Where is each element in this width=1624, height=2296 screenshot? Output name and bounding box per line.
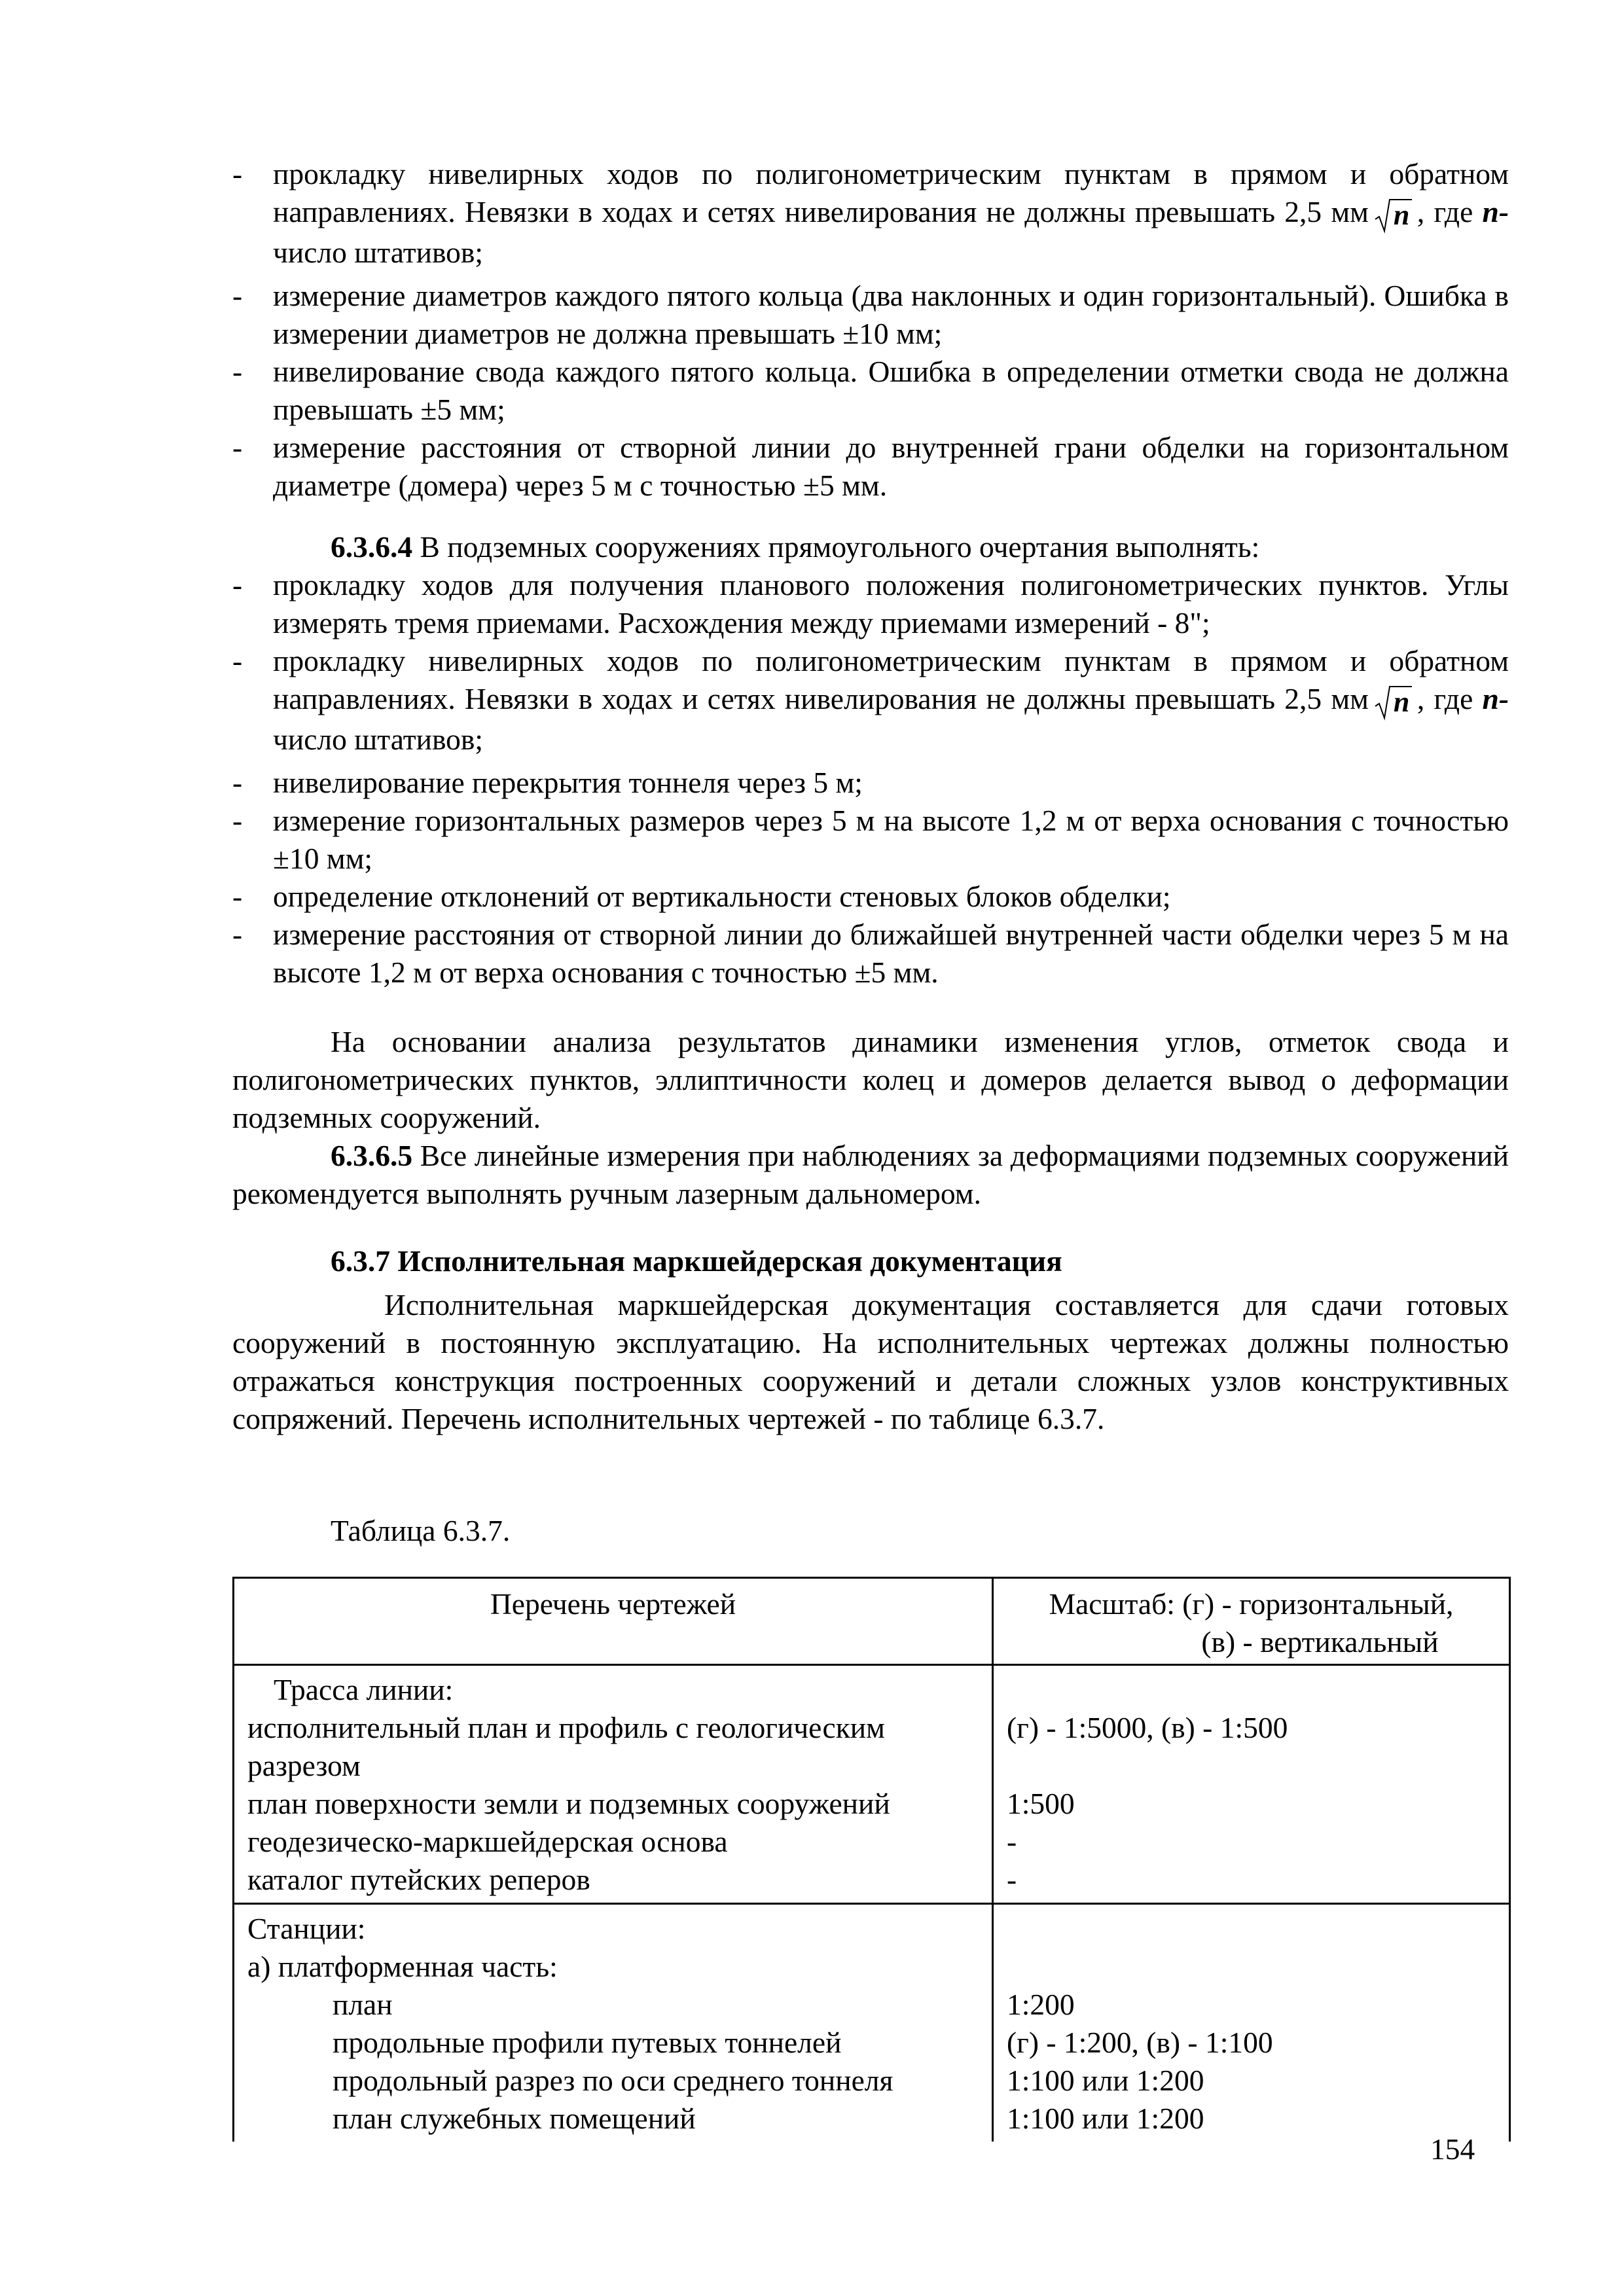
list-item-text: измерение диаметров каждого пятого кольца (два наклонных и один горизонтальный). Ошибка в измерении диаметров не должна превышать ±10 мм; [273, 279, 1509, 350]
list-item-text: измерение расстояния от створной линии до внутренней грани обделки на горизонтальном диаметре (домера) через 5 м с точностью ±5 мм. [273, 431, 1509, 502]
list-item-text: определение отклонений от вертикальности стеновых блоков обделки; [273, 880, 1171, 913]
row-scale: (г) - 1:200, (в) - 1:100 [1007, 2026, 1273, 2059]
paragraph-6365 [232, 1137, 1509, 1213]
section-title: Трасса линии: [274, 1673, 454, 1706]
header-text: Масштаб: (г) - горизонтальный, [1049, 1587, 1454, 1621]
list-item [135, 916, 1509, 992]
sqrt-variable: n [1393, 199, 1410, 231]
sqrt-variable: n [1393, 686, 1410, 718]
bullet-list-middle [232, 566, 1509, 992]
list-item [135, 277, 1509, 353]
variable-n: n- [1482, 682, 1509, 715]
list-item-text: нивелирование перекрытия тоннеля через 5 м; [273, 766, 863, 799]
list-item-text: нивелирование свода каждого пятого кольца. Ошибка в определении отметки свода не должна превышать ±5 мм; [273, 355, 1509, 426]
list-item [135, 642, 1509, 759]
paragraph-text: На основании анализа результатов динамики изменения углов, отметок свода и полигонометрических пунктов, эллиптичности колец и домеров делается вывод о деформации подземных сооружений. [232, 1025, 1509, 1134]
list-item-text: , где [1416, 682, 1483, 715]
bullet-list-top [232, 155, 1509, 505]
list-item [135, 764, 1509, 802]
row-scale: 1:200 [1007, 1988, 1075, 2021]
list-item [135, 802, 1509, 878]
section-number: 6.3.6.5 [331, 1139, 413, 1172]
header-scale [993, 1578, 1510, 1665]
list-item [135, 155, 1509, 272]
paragraph-text: Все линейные измерения при наблюдениях за деформациями подземных сооружений рекомендуется выполнять ручным лазерным дальномером. [232, 1139, 1509, 1210]
list-item [135, 353, 1509, 429]
section-subtitle: а) платформенная часть: [247, 1950, 558, 1983]
list-item-text: прокладку ходов для получения планового положения полигонометрических пунктов. Углы измерять тремя приемами. Расхождения между приемами измерений - 8"; [273, 568, 1509, 639]
paragraph-6364 [232, 528, 1509, 566]
row-name: план служебных помещений [333, 2102, 696, 2135]
section2-names [234, 1904, 993, 2142]
row-scale: 1:500 [1007, 1787, 1075, 1820]
drawings-table [232, 1577, 1511, 2142]
list-item-text: измерение расстояния от створной линии до ближайшей внутренней части обделки через 5 м на высоте 1,2 м от верха основания с точностью ±5 мм. [273, 918, 1509, 989]
header-text: (в) - вертикальный [1201, 1625, 1439, 1659]
list-item [135, 429, 1509, 505]
list-item [135, 566, 1509, 642]
section-title: Станции: [247, 1912, 366, 1945]
heading-text: 6.3.7 Исполнительная маркшейдерская документация [331, 1244, 1062, 1278]
paragraph-text: Исполнительная маркшейдерская документация составляется для сдачи готовых сооружений в постоянную эксплуатацию. На исполнительных чертежах должны полностью отражаться конструкция построенных сооружений и детали сложных узлов конструктивных сопряжений. Перечень исполнительных чертежей - по таблице 6.3.7. [232, 1288, 1509, 1435]
list-item [135, 878, 1509, 916]
list-dash: - [232, 431, 243, 464]
table-caption-text: Таблица 6.3.7. [331, 1514, 511, 1547]
row-scale: 1:100 или 1:200 [1007, 2064, 1204, 2097]
section-number: 6.3.6.4 [331, 530, 413, 564]
row-name: продольные профили путевых тоннелей [333, 2026, 842, 2059]
row-name: план поверхности земли и подземных сооружений [247, 1787, 890, 1820]
table-header-row [234, 1578, 1510, 1665]
table-row [234, 1904, 1510, 2142]
row-scale: 1:100 или 1:200 [1007, 2102, 1204, 2135]
list-dash: - [232, 279, 243, 312]
section1-names [234, 1665, 993, 1904]
list-dash: - [232, 568, 243, 601]
list-dash: - [232, 918, 243, 951]
list-item-text: прокладку нивелирных ходов по полигонометрическим пунктам в прямом и обратном направлениях. Невязки в ходах и сетях нивелирования не должны превышать 2,5 мм [273, 157, 1509, 228]
list-item-text: измерение горизонтальных размеров через 5 м на высоте 1,2 м от верха основания с точностью ±10 мм; [273, 804, 1509, 875]
row-name: геодезическо-маркшейдерская основа [247, 1825, 728, 1858]
row-name: исполнительный план и профиль с геологическим разрезом [247, 1711, 885, 1782]
section1-scales [993, 1665, 1510, 1904]
variable-n: n- [1482, 195, 1509, 228]
row-name: план [333, 1988, 393, 2021]
list-item-text: , где [1416, 195, 1483, 228]
row-scale: (г) - 1:5000, (в) - 1:500 [1007, 1711, 1288, 1744]
table-row [234, 1665, 1510, 1904]
list-item-text: число штативов; [273, 723, 484, 756]
row-name: каталог путейских реперов [247, 1863, 590, 1896]
list-dash: - [232, 766, 243, 799]
list-dash: - [232, 880, 243, 913]
sqrt-symbol [1374, 684, 1412, 721]
section2-scales [993, 1904, 1510, 2142]
list-item-text: число штативов; [273, 236, 484, 269]
paragraph-conclusion [232, 1023, 1509, 1137]
section-heading [232, 1242, 1509, 1280]
header-text: Перечень чертежей [490, 1587, 736, 1621]
sqrt-symbol [1374, 197, 1412, 234]
row-scale: - [1007, 1863, 1017, 1896]
page-number: 154 [1430, 2132, 1475, 2166]
list-dash: - [232, 804, 243, 837]
paragraph-text: В подземных сооружениях прямоугольного очертания выполнять: [412, 530, 1260, 564]
table-caption [232, 1512, 1607, 1550]
list-item-text: прокладку нивелирных ходов по полигонометрическим пунктам в прямом и обратном направлениях. Невязки в ходах и сетях нивелирования не должны превышать 2,5 мм [273, 644, 1509, 715]
header-drawings-list [234, 1578, 993, 1665]
paragraph-637 [232, 1286, 1509, 1438]
list-dash: - [232, 157, 243, 190]
row-scale: - [1007, 1825, 1017, 1858]
list-dash: - [232, 355, 243, 388]
list-dash: - [232, 644, 243, 677]
row-name: продольный разрез по оси среднего тоннеля [333, 2064, 893, 2097]
